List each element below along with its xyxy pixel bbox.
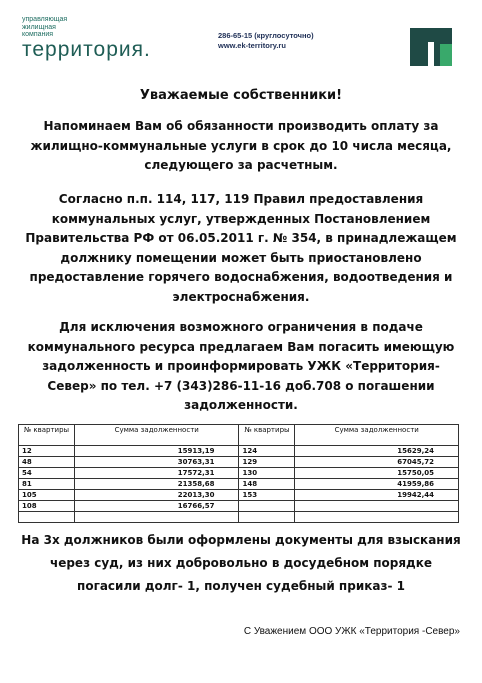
table-row: [19, 512, 459, 523]
debt-sum-cell: 17572,31: [74, 468, 239, 479]
apartment-number-cell: 48: [19, 457, 75, 468]
apartment-number-cell: 148: [239, 479, 295, 490]
debt-sum-cell: 30763,31: [74, 457, 239, 468]
contact-block: [218, 31, 314, 51]
debt-sum-cell: [295, 501, 459, 512]
apartment-number-cell: 54: [19, 468, 75, 479]
brand-block: [22, 16, 151, 61]
table-row: [19, 490, 459, 501]
court-status-paragraph: На 3х должников были оформлены документы для взыскания через суд, из них добровольно в досудебном порядке погасили долг- 1, получен судебный приказ- 1: [21, 533, 461, 593]
column-header-sum: Сумма задолженности: [295, 425, 459, 446]
phone-number: 286-65-15 (круглосуточно): [218, 31, 314, 40]
apartment-number-cell: [19, 512, 75, 523]
table-row: [19, 446, 459, 457]
apartment-number-cell: 130: [239, 468, 295, 479]
apartment-number-cell: 105: [19, 490, 75, 501]
apartment-number-cell: 129: [239, 457, 295, 468]
apartment-number-cell: 12: [19, 446, 75, 457]
page-title: Уважаемые собственники!: [139, 88, 343, 103]
debt-sum-cell: [295, 512, 459, 523]
debts-table: [18, 424, 459, 523]
debt-sum-cell: 67045,72: [295, 457, 459, 468]
apartment-number-cell: 81: [19, 479, 75, 490]
apartment-number-cell: 108: [19, 501, 75, 512]
contact-request-paragraph: Для исключения возможного ограничения в подаче коммунального ресурса предлагаем Вам погасить имеющую задолженность и проинформировать УЖК «Территория-Север» по тел. +7 (343)286-11-16 доб.708 о погашении задолженности.: [27, 320, 455, 412]
debt-sum-cell: 16766,57: [74, 501, 239, 512]
table-row: [19, 468, 459, 479]
signature: С Уважением ООО УЖК «Территория -Север»: [243, 626, 460, 637]
table-header-row: [19, 425, 459, 446]
brand-name: территория.: [22, 37, 151, 61]
apartment-number-cell: 153: [239, 490, 295, 501]
table-row: [19, 501, 459, 512]
column-header-apartment: № квартиры: [19, 425, 75, 446]
legal-basis-paragraph: Согласно п.п. 114, 117, 119 Правил предоставления коммунальных услуг, утвержденных Постановлением Правительства РФ от 06.05.2011 г. № 354, в принадлежащем должнику помещении может быть приостановлено предоставление горячего водоснабжения, водоотведения и электроснабжения.: [25, 192, 457, 304]
apartment-number-cell: [239, 512, 295, 523]
website-link[interactable]: www.ek-territory.ru: [218, 41, 286, 50]
payment-reminder-paragraph: Напоминаем Вам об обязанности производить оплату за жилищно-коммунальные услуги в срок до 10 числа месяца, следующего за расчетным.: [30, 119, 452, 172]
debt-sum-cell: 21358,68: [74, 479, 239, 490]
debt-sum-cell: 15750,05: [295, 468, 459, 479]
table-row: [19, 479, 459, 490]
apartment-number-cell: [239, 501, 295, 512]
debt-sum-cell: 15913,19: [74, 446, 239, 457]
apartment-number-cell: 124: [239, 446, 295, 457]
debt-sum-cell: 15629,24: [295, 446, 459, 457]
column-header-sum: Сумма задолженности: [74, 425, 239, 446]
debt-sum-cell: 22013,30: [74, 490, 239, 501]
debt-sum-cell: 41959,86: [295, 479, 459, 490]
debt-sum-cell: 19942,44: [295, 490, 459, 501]
column-header-apartment: № квартиры: [239, 425, 295, 446]
debt-sum-cell: [74, 512, 239, 523]
table-row: [19, 457, 459, 468]
territory-logo-icon: [408, 28, 454, 66]
brand-tagline: управляющая жилищная компания: [22, 16, 68, 38]
letterhead: [0, 0, 482, 72]
